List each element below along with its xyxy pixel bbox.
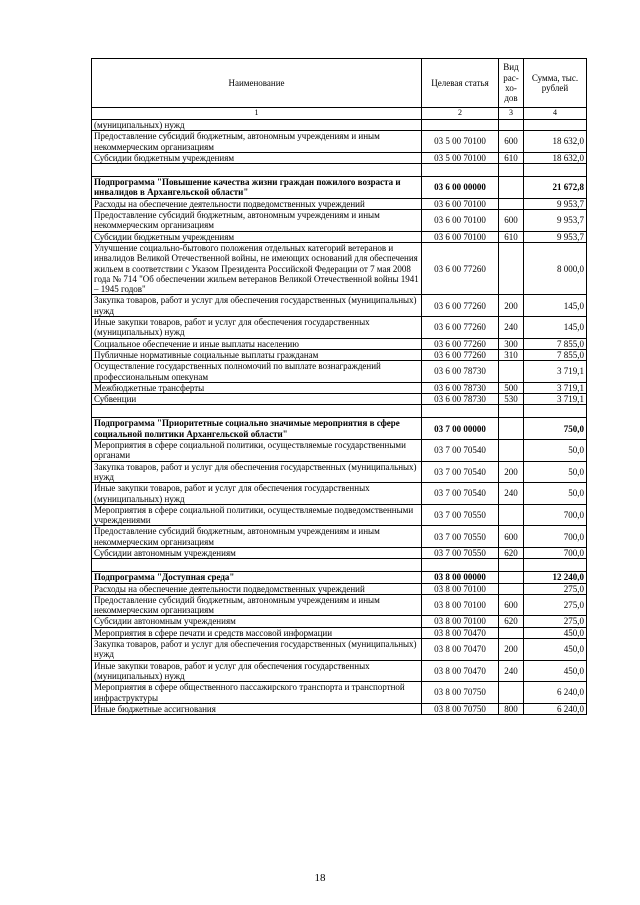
name-cell: Иные закупки товаров, работ и услуг для обеспечения государственных (муниципальных) нужд [92,660,422,682]
name-cell: Мероприятия в сфере общественного пассажирского транспорта и транспортной инфраструктуры [92,682,422,704]
table-row [92,526,587,548]
budget-table [91,58,587,715]
table-row [92,242,587,294]
sum-cell: 9 953,7 [524,198,587,209]
target-article-cell: 03 6 00 70100 [422,198,499,209]
target-article-cell: 03 7 00 70550 [422,547,499,558]
name-cell: Иные закупки товаров, работ и услуг для обеспечения государственных (муниципальных) нужд [92,483,422,505]
sum-cell: 700,0 [524,526,587,548]
table-row [92,627,587,638]
name-cell: Расходы на обеспечение деятельности подведомственных учреждений [92,198,422,209]
target-article-cell: 03 8 00 70100 [422,583,499,594]
target-article-cell: 03 8 00 70750 [422,703,499,714]
expense-kind-cell [499,572,524,583]
expense-kind-cell [499,177,524,199]
target-article-cell: 03 8 00 70750 [422,682,499,704]
name-cell: Субсидии бюджетным учреждениям [92,152,422,163]
sum-cell: 18 632,0 [524,131,587,153]
sum-cell: 275,0 [524,583,587,594]
table-row [92,394,587,405]
table-spacer-row [92,559,587,572]
header-name: Наименование [92,59,422,108]
subprogram-row [92,177,587,199]
expense-kind-cell: 600 [499,594,524,616]
table-row [92,504,587,526]
expense-kind-cell [499,418,524,440]
table-row [92,231,587,242]
name-cell: Подпрограмма "Повышение качества жизни граждан пожилого возраста и инвалидов в Архангельской области" [92,177,422,199]
sum-cell: 450,0 [524,639,587,661]
page-number: 18 [314,872,326,884]
table-row [92,120,587,131]
name-cell: Закупка товаров, работ и услуг для обеспечения государственных (муниципальных) нужд [92,295,422,317]
target-article-cell: 03 6 00 78730 [422,361,499,383]
name-cell: Иные бюджетные ассигнования [92,703,422,714]
target-article-cell: 03 6 00 77260 [422,317,499,339]
target-article-cell: 03 8 00 70100 [422,594,499,616]
target-article-cell: 03 5 00 70100 [422,152,499,163]
table-row [92,616,587,627]
empty-cell [422,559,499,572]
target-article-cell: 03 7 00 70540 [422,440,499,462]
target-article-cell: 03 8 00 70470 [422,627,499,638]
expense-kind-cell: 300 [499,338,524,349]
table-body [92,120,587,715]
name-cell: Субсидии автономным учреждениям [92,616,422,627]
expense-kind-cell: 610 [499,231,524,242]
name-cell: Предоставление субсидий бюджетным, автономным учреждениям и иным некоммерческим организациям [92,594,422,616]
sum-cell: 50,0 [524,440,587,462]
expense-kind-cell: 600 [499,526,524,548]
header-col-number-3: 3 [499,108,524,120]
table-row [92,639,587,661]
target-article-cell: 03 5 00 70100 [422,131,499,153]
expense-kind-cell: 200 [499,639,524,661]
sum-cell: 3 719,1 [524,382,587,393]
sum-cell: 450,0 [524,627,587,638]
empty-cell [422,405,499,418]
target-article-cell: 03 8 00 70470 [422,639,499,661]
sum-cell: 21 672,8 [524,177,587,199]
name-cell: Осуществление государственных полномочий по выплате вознаграждений профессиональным опекунам [92,361,422,383]
sum-cell: 7 855,0 [524,338,587,349]
empty-cell [524,405,587,418]
name-cell: Подпрограмма "Доступная среда" [92,572,422,583]
table-row [92,295,587,317]
expense-kind-cell: 240 [499,317,524,339]
target-article-cell: 03 6 00 70100 [422,210,499,232]
name-cell: Предоставление субсидий бюджетным, автономным учреждениям и иным некоммерческим организациям [92,526,422,548]
sum-cell: 145,0 [524,317,587,339]
expense-kind-cell: 530 [499,394,524,405]
expense-kind-cell: 500 [499,382,524,393]
sum-cell: 145,0 [524,295,587,317]
expense-kind-cell [499,627,524,638]
target-article-cell: 03 6 00 70100 [422,231,499,242]
subprogram-row [92,572,587,583]
sum-cell: 700,0 [524,547,587,558]
expense-kind-cell: 610 [499,152,524,163]
name-cell: Иные закупки товаров, работ и услуг для обеспечения государственных (муниципальных) нужд [92,317,422,339]
table-spacer-row [92,164,587,177]
sum-cell: 3 719,1 [524,361,587,383]
header-col-number-2: 2 [422,108,499,120]
name-cell: Мероприятия в сфере печати и средств массовой информации [92,627,422,638]
header-target-article: Целевая статья [422,59,499,108]
name-cell: Предоставление субсидий бюджетным, автономным учреждениям и иным некоммерческим организациям [92,131,422,153]
name-cell: Субсидии бюджетным учреждениям [92,231,422,242]
target-article-cell: 03 6 00 77260 [422,349,499,360]
table-row [92,382,587,393]
expense-kind-cell: 600 [499,131,524,153]
table-row [92,338,587,349]
expense-kind-cell: 200 [499,295,524,317]
name-cell: Мероприятия в сфере социальной политики, осуществляемые подведомственными учреждениями [92,504,422,526]
empty-cell [499,559,524,572]
table-row [92,361,587,383]
name-cell: Предоставление субсидий бюджетным, автономным учреждениям и иным некоммерческим организациям [92,210,422,232]
target-article-cell: 03 8 00 70100 [422,616,499,627]
sum-cell: 9 953,7 [524,231,587,242]
name-cell: Улучшение социально-бытового положения отдельных категорий ветеранов и инвалидов Великой Отечественной войны, не имеющих оснований для обеспечения жильем в соответствии с Указом Президента Российской Федерации от 7 мая 2008 года № 714 "Об обеспечении жильем ветеранов Великой Отечественной войны 1941 – 1945 годов" [92,242,422,294]
expense-kind-cell: 800 [499,703,524,714]
name-cell: Расходы на обеспечение деятельности подведомственных учреждений [92,583,422,594]
table-row [92,461,587,483]
sum-cell: 18 632,0 [524,152,587,163]
empty-cell [422,164,499,177]
empty-cell [499,405,524,418]
target-article-cell: 03 7 00 70550 [422,504,499,526]
expense-kind-cell [499,682,524,704]
table-spacer-row [92,405,587,418]
target-article-cell: 03 6 00 77260 [422,295,499,317]
expense-kind-cell: 200 [499,461,524,483]
sum-cell: 8 000,0 [524,242,587,294]
name-cell: Закупка товаров, работ и услуг для обеспечения государственных (муниципальных) нужд [92,639,422,661]
target-article-cell: 03 6 00 77260 [422,338,499,349]
name-cell: Субвенции [92,394,422,405]
budget-table-page [91,58,586,715]
expense-kind-cell [499,504,524,526]
table-header [92,59,587,120]
name-cell: Мероприятия в сфере социальной политики, осуществляемые государственными органами [92,440,422,462]
header-expense-kind: Вид рас-хо-дов [499,59,524,108]
empty-cell [524,559,587,572]
expense-kind-cell [499,198,524,209]
target-article-cell: 03 7 00 70540 [422,461,499,483]
table-row [92,703,587,714]
expense-kind-cell [499,120,524,131]
header-col-number-4: 4 [524,108,587,120]
name-cell: Закупка товаров, работ и услуг для обеспечения государственных (муниципальных) нужд [92,461,422,483]
empty-cell [499,164,524,177]
sum-cell: 6 240,0 [524,682,587,704]
table-row [92,198,587,209]
name-cell: Социальное обеспечение и иные выплаты населению [92,338,422,349]
name-cell: Подпрограмма "Приоритетные социально значимые мероприятия в сфере социальной политики Архангельской области" [92,418,422,440]
target-article-cell: 03 6 00 78730 [422,382,499,393]
sum-cell: 3 719,1 [524,394,587,405]
target-article-cell: 03 7 00 00000 [422,418,499,440]
expense-kind-cell [499,242,524,294]
target-article-cell: 03 7 00 70540 [422,483,499,505]
name-cell: Публичные нормативные социальные выплаты гражданам [92,349,422,360]
header-sum: Сумма, тыс. рублей [524,59,587,108]
name-cell: Субсидии автономным учреждениям [92,547,422,558]
expense-kind-cell [499,583,524,594]
expense-kind-cell: 600 [499,210,524,232]
empty-cell [524,164,587,177]
subprogram-row [92,418,587,440]
table-row [92,594,587,616]
empty-cell [92,164,422,177]
table-row [92,682,587,704]
table-row [92,660,587,682]
expense-kind-cell: 240 [499,483,524,505]
sum-cell: 275,0 [524,594,587,616]
target-article-cell: 03 6 00 00000 [422,177,499,199]
table-row [92,131,587,153]
table-row [92,547,587,558]
sum-cell: 9 953,7 [524,210,587,232]
expense-kind-cell [499,440,524,462]
sum-cell: 750,0 [524,418,587,440]
table-row [92,152,587,163]
expense-kind-cell [499,361,524,383]
sum-cell: 50,0 [524,483,587,505]
table-row [92,349,587,360]
expense-kind-cell: 620 [499,547,524,558]
expense-kind-cell: 240 [499,660,524,682]
empty-cell [92,405,422,418]
sum-cell: 700,0 [524,504,587,526]
expense-kind-cell: 310 [499,349,524,360]
table-row [92,210,587,232]
sum-cell [524,120,587,131]
sum-cell: 7 855,0 [524,349,587,360]
table-row [92,317,587,339]
table-row [92,440,587,462]
target-article-cell: 03 6 00 77260 [422,242,499,294]
name-cell: Межбюджетные трансферты [92,382,422,393]
target-article-cell: 03 8 00 70470 [422,660,499,682]
table-row [92,483,587,505]
sum-cell: 50,0 [524,461,587,483]
table-row [92,583,587,594]
target-article-cell: 03 7 00 70550 [422,526,499,548]
empty-cell [92,559,422,572]
name-cell: (муниципальных) нужд [92,120,422,131]
sum-cell: 6 240,0 [524,703,587,714]
target-article-cell: 03 8 00 00000 [422,572,499,583]
target-article-cell [422,120,499,131]
expense-kind-cell: 620 [499,616,524,627]
sum-cell: 12 240,0 [524,572,587,583]
sum-cell: 450,0 [524,660,587,682]
target-article-cell: 03 6 00 78730 [422,394,499,405]
sum-cell: 275,0 [524,616,587,627]
header-col-number-1: 1 [92,108,422,120]
